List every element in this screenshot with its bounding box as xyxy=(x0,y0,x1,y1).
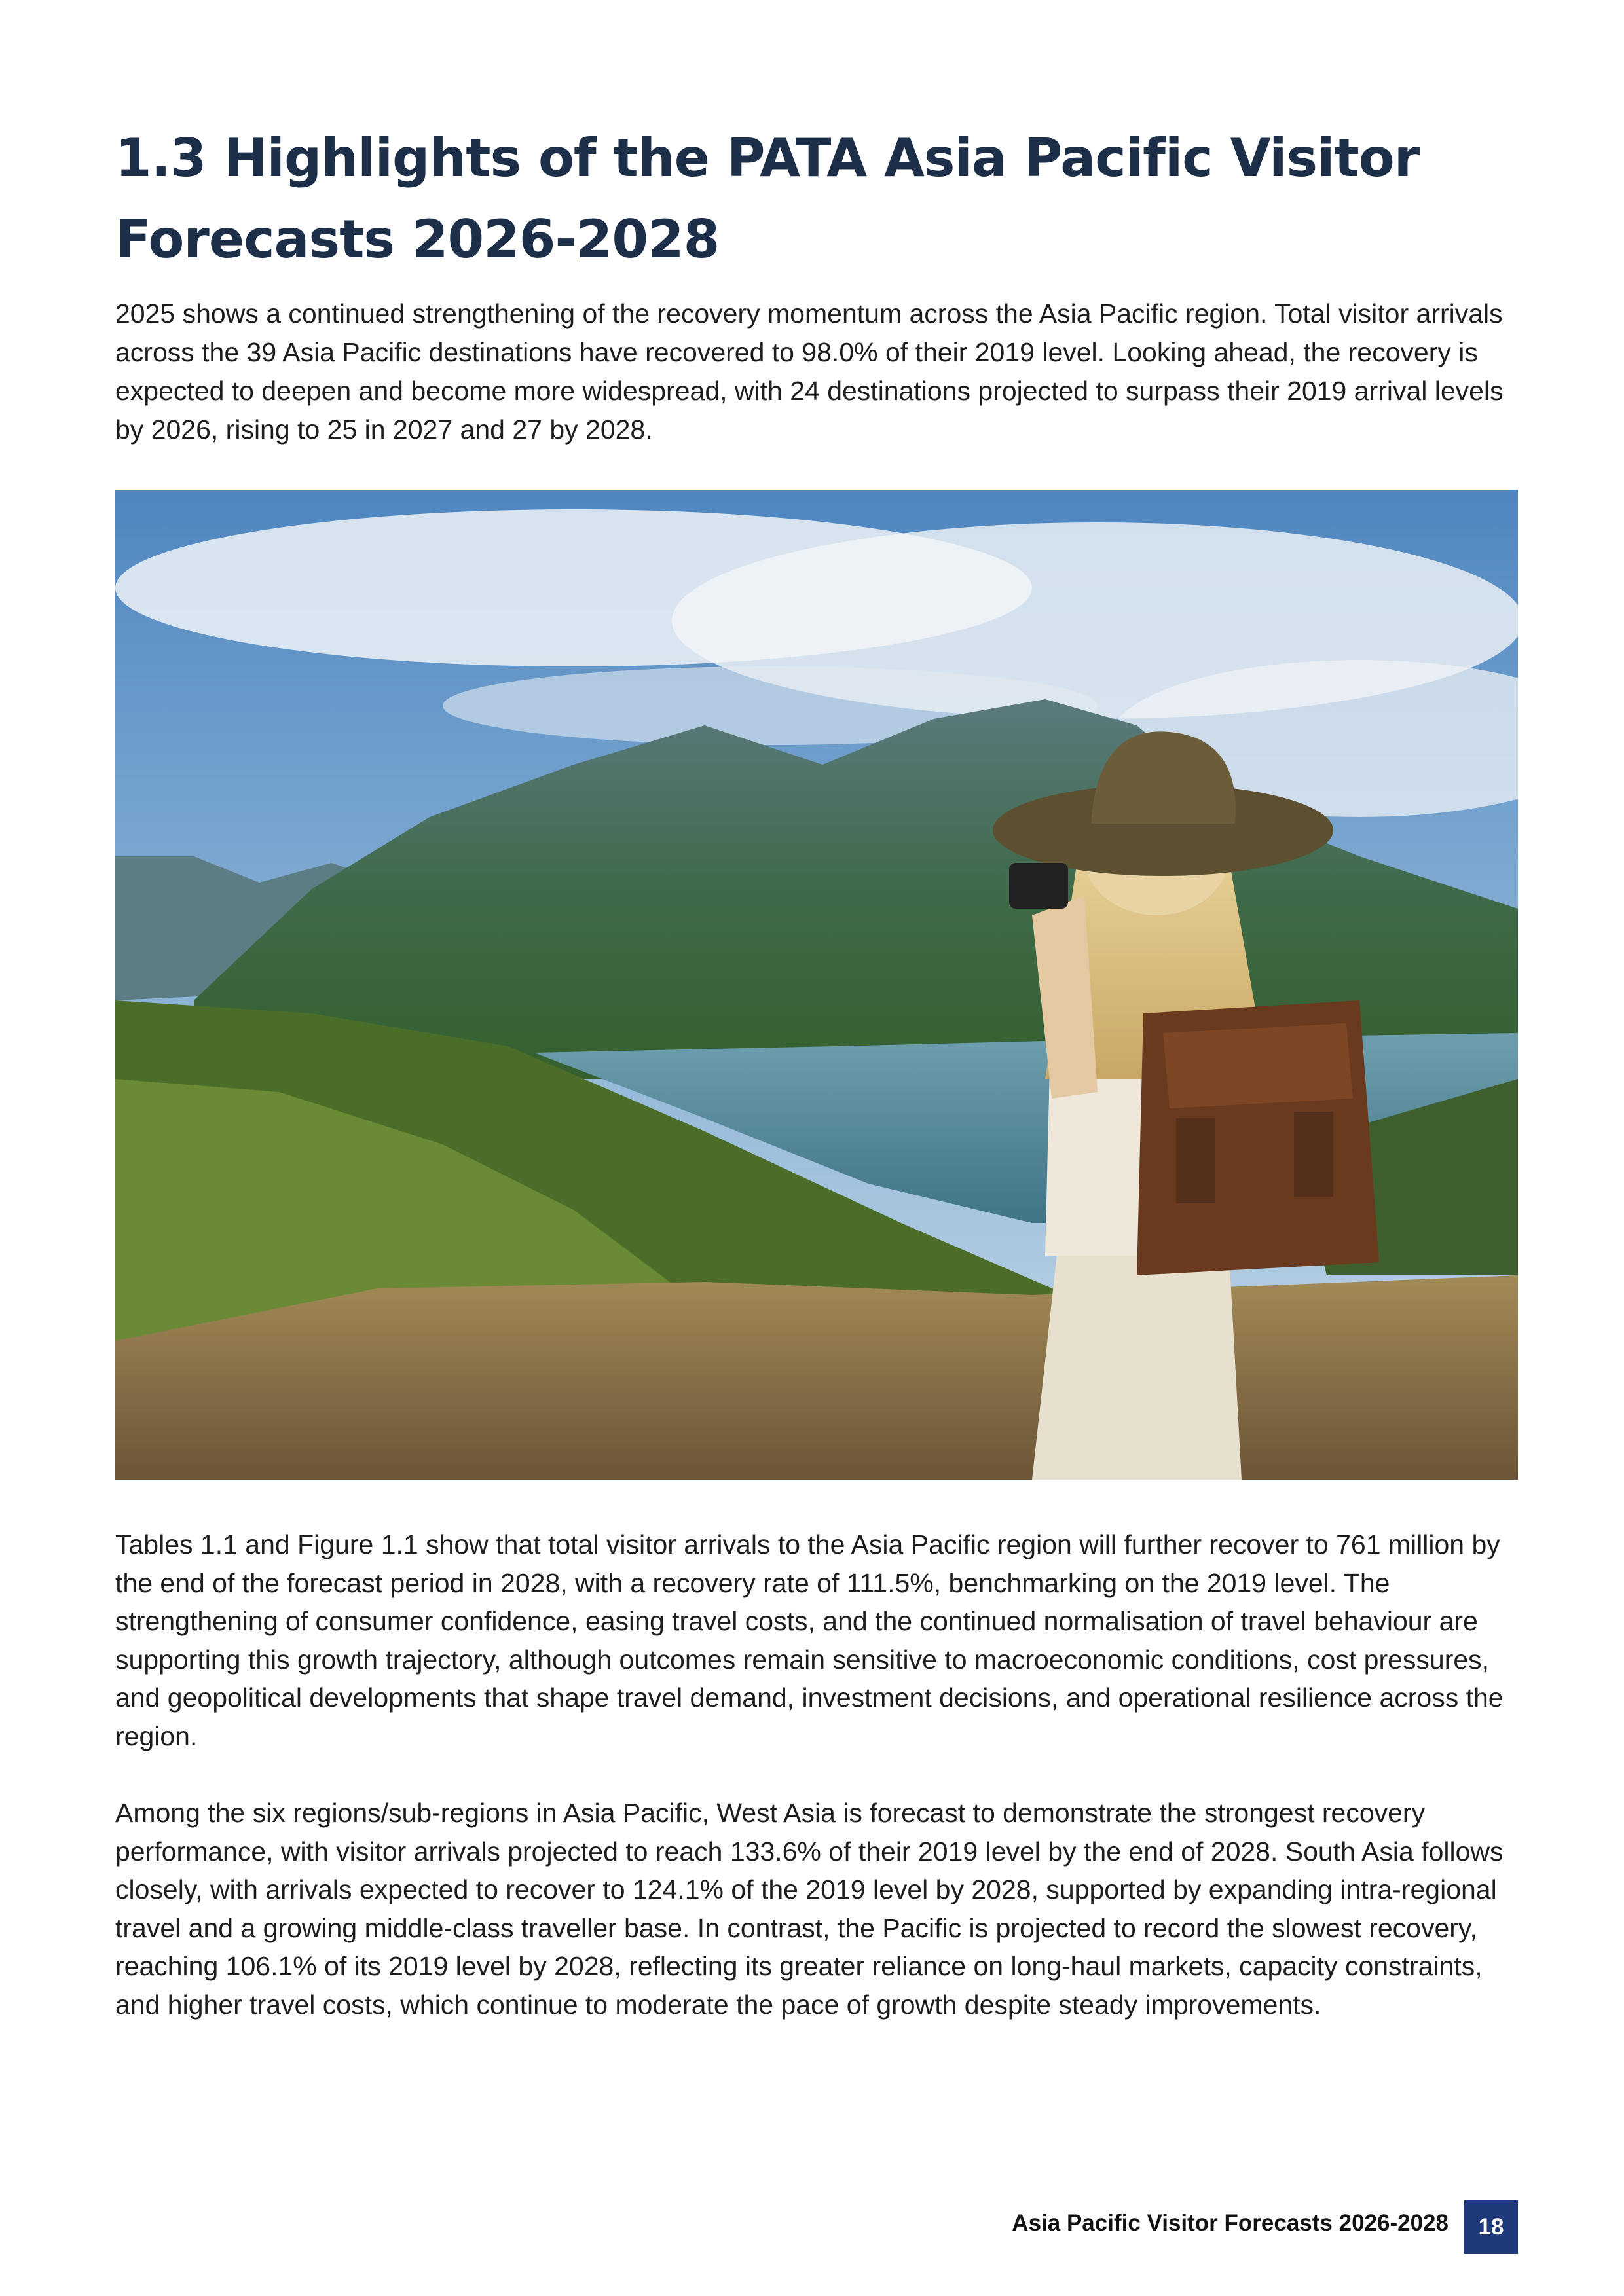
page-title: 1.3 Highlights of the PATA Asia Pacific Visitor Forecasts 2026-2028 xyxy=(115,128,1420,270)
body-paragraph-2: Among the six regions/sub-regions in Asia Pacific, West Asia is forecast to demonstrate the strongest recovery performance, with visitor arrivals projected to reach 133.6% of their 2019 level by the end of 2028. South Asia follows closely, with arrivals expected to recover to 124.1% of the 2019 level by 2028, supported by expanding intra-regional travel and a growing middle-class traveller base. In contrast, the Pacific is projected to record the slowest recovery, reaching 106.1% of its 2019 level by 2028, reflecting its greater reliance on long-haul markets, capacity constraints, and higher travel costs, which continue to moderate the pace of growth despite steady improvements. xyxy=(115,1798,1504,2020)
footer-publication-title: Asia Pacific Visitor Forecasts 2026-2028 xyxy=(1012,2210,1449,2236)
body-paragraph-1: Tables 1.1 and Figure 1.1 show that total visitor arrivals to the Asia Pacific region will further recover to 761 million by the end of the forecast period in 2028, with a recovery rate of 111.5%, benchmarking on the 2019 level. The strengthening of consumer confidence, easing travel costs, and the continued normalisation of travel behaviour are supporting this growth trajectory, although outcomes remain sensitive to macroeconomic conditions, cost pressures, and geopolitical developments that shape travel demand, investment decisions, and operational resilience across the region. xyxy=(115,1529,1504,1751)
intro-paragraph: 2025 shows a continued strengthening of the recovery momentum across the Asia Pacific region. Total visitor arrivals across the 39 Asia Pacific destinations have recovered to 98.0% of their 2019 level. Looking ahead, the recovery is expected to deepen and become more widespread, with 24 destinations projected to surpass their 2019 arrival levels by 2026, rising to 25 in 2027 and 27 by 2028. xyxy=(115,299,1504,445)
traveller-landscape-photo xyxy=(115,490,1518,1480)
page-number-badge: 18 xyxy=(1464,2200,1518,2254)
